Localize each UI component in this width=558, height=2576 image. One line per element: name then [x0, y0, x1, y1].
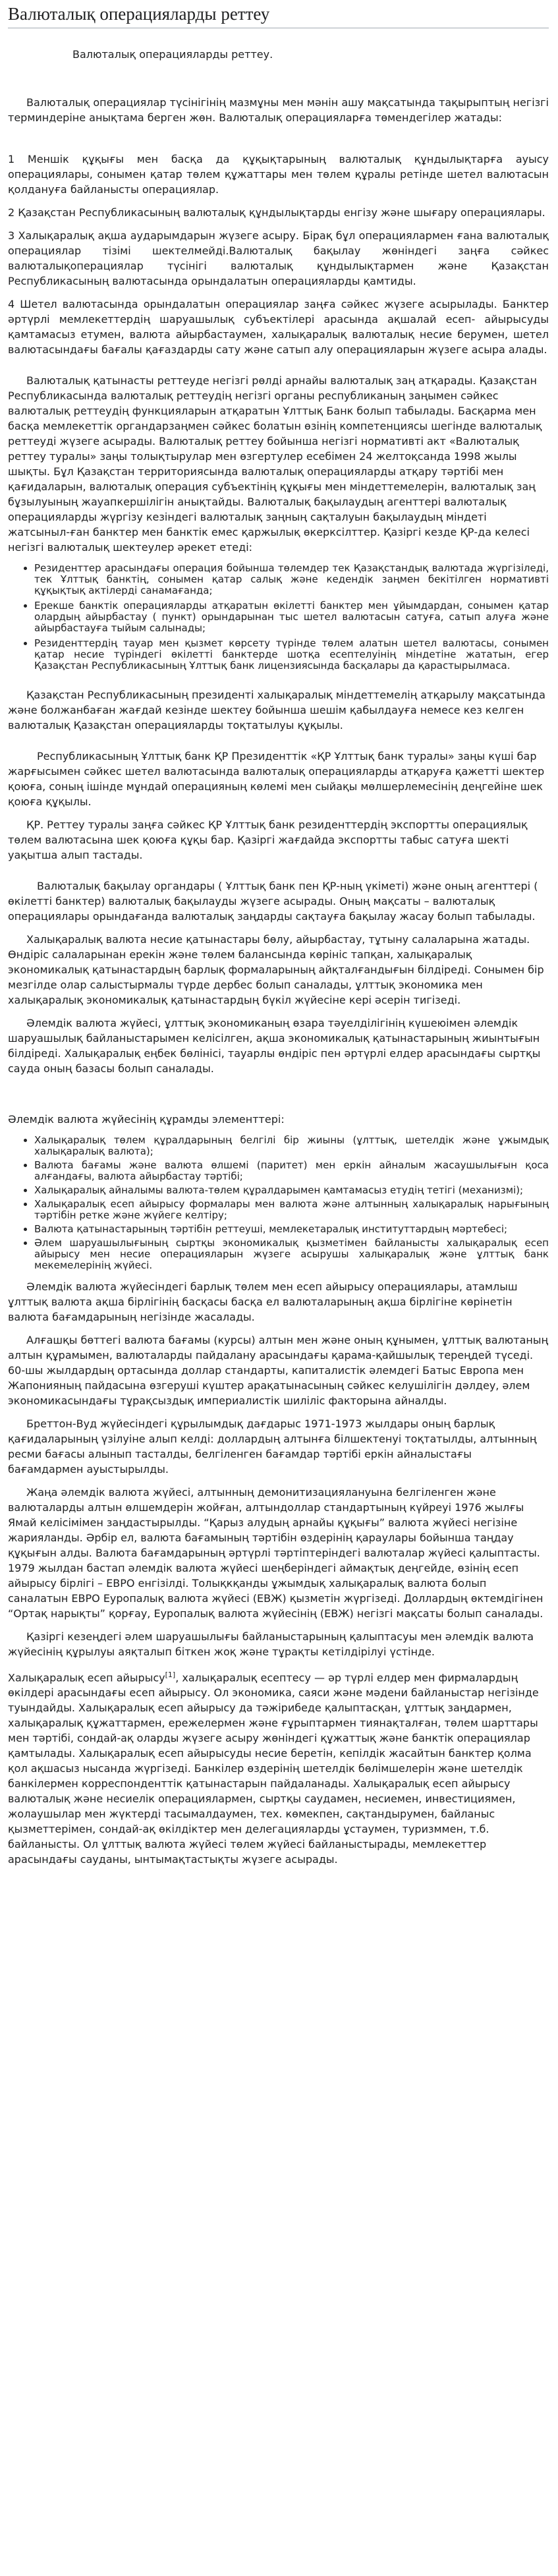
payments-paragraph: Әлемдік валюта жүйесіндегі барлық төлем мен есеп айырысу операциялары, атамлыш ұлттық валюта ақша бірлігінің басқасы басқа ел валюталарының ақша бірлігіне көрінетін валюта бағамдарының негізінде жасалады.	[8, 1280, 518, 1323]
operation-item-3: 3 Халықаралық ақша аударымдарын жүзеге асыру. Бірақ бұл операциялармен ғана валюталық операциялар тізімі шектелмейді.Валюталық бақылау жөніндегі заңға сәйкес валюталықоперациялар түсінігі валюталық құндылықтармен және Қазақстан Республикасының валютасында орындалатын операцияларды қамтиды.	[8, 229, 549, 287]
modern-paragraph: Қазіргі кезеңдегі әлем шаруашылығы байланыстарының қалыптасуы мен әлемдік валюта жүйесінің құрылуы аяқталып біткен жоқ және тұрақты кетілдірілуі үстінде.	[8, 1630, 534, 1658]
element-item-5: • Валюта қатынастарының тәртібін реттеуші, мемлекетаралық институттардың мәртебесі;	[34, 1224, 549, 1235]
standard-paragraph: Алғашқы бөттегі валюта бағамы (курсы) алтын мен және оның құнымен, ұлттық валютаның алтын құрамымен, валюталарды пайдалану арасындағы қарама-қайшылық тереңдей түседі. 60-шы жылдардың ортасында доллар стандарты, капиталистік әлемдегі Батыс Европа мен Жапонияның пайдасына өзгеруші күштер арақатынасының сәйкес келушілігін дәлдеу, әлем экономикасындағы тұрақсыздық империалистік шиліліс факторына айналды.	[8, 1334, 549, 1407]
settlement-paragraph	[8, 1667, 549, 1867]
element-item-2: • Валюта бағамы және валюта өлшемі (паритет) мен еркін айналым жасаушылығын қоса алғандағы, валюта айырбастау тәртібі;	[34, 1160, 549, 1182]
operation-item-1: 1 Меншік құқығы мен басқа да құқықтарының валюталық құндылықтарға ауысу операциялары, сонымен қатар төлем құжаттары мен төлем құралы ретінде шетел валютасын қолдануға байланысты операциялар.	[8, 153, 549, 196]
bretton-woods-paragraph: Бреттон-Вуд жүйесіндегі құрылымдық дағдарыс 1971-1973 жылдары оның барлық қағидаларының үзілуіне алып келді: доллардың алтынға білшектенуі тоқтатылды, алтынның ресми бағасы алынып тасталды, белгіленген бағамдар тәртібі еркін айналыстағы бағамдармен ауыстырылды.	[8, 1417, 537, 1475]
element-item-1: • Халықаралық төлем құралдарының белгілі бір жиыны (ұлттық, шетелдік және ұжымдық халықаралық валюта);	[34, 1135, 549, 1157]
element-item-4: • Халықаралық есеп айырысу формалары мен валюта және алтынның халықаралық нарығының тәртібін ретке және жүйеге келтіру;	[34, 1199, 549, 1221]
regulation-paragraph: Валюталық қатынасты реттеуде негізгі рөлді арнайы валюталық заң атқарады. Қазақстан Республикасында валюталық реттеудің негізгі органы республиканың заңымен сәйкес валюталық реттеудің функцияларын атқаратын Ұлттық Банк болып табылады. Басқарма мен басқа мемлекеттік органдарзаңмен сәйкес болатын өзінің компетенциясы шегінде валюталық реттеуді жүзеге асырады. Валюталық реттеу бойынша негізгі нормативті акт «Валюталық реттеу туралы» заңы толықтырулар мен өзгертулер есебімен 24 желтоқсанда 1998 жылы шықты. Бұл Қазақстан территориясында валюталық операцияларды атқару тәртібі мен қағидаларын, валюталық операция субъектінің құқығы мен міндеттемелерін, валюталық заң бұзылуының жауапкершілігін анықтайды. Валюталық бақылаудың агенттері валюталық операцияларды жүргізу кезіндегі валюталық заңның сақталуын бақылаудың міндеті жатсыныл-ған банктер мен банктік емес қаржылық өкерксілттер. Қазіргі кезде ҚР-да келесі негізгі валюталық шектеулер әрекет етеді:	[8, 374, 542, 554]
national-bank-law-paragraph: Республикасының Ұлттық банк ҚР Президенттік «ҚР Ұлттық банк туралы» заңы күші бар жарғысымен сәйкес шетел валютасында валюталық операцияларды атқаруға қажетті шектер қоюға, соның ішінде мұндай операцияның көлемі мен сыйақы мөлшерлемесінің деңгейіне шек қоюға құқылы.	[8, 750, 545, 808]
restriction-item-1: • Резиденттер арасындағы операция бойынша төлемдер тек Қазақстандық валютада жүргізіледі, тек Ұлттық банктің, сонымен қатар салық және кедендік заңмен бекітілген нормативті құқықтық актілерді санамағанда;	[34, 563, 549, 596]
operation-item-4: 4 Шетел валютасында орындалатын операциялар заңға сәйкес жүзеге асырылады. Банктер әртүрлі мемлекеттердің шаруашылық субъектілері арасында ақшалай есеп- айырысуды қамтамасыз етумен, валюта айырбастаумен, халықаралық валюталық несие берумен, шетел валютасындағы бағалы қағаздарды сату және сатып алу операцияларын жүзеге асыра алады.	[8, 298, 549, 356]
elements-heading: Әлемдік валюта жүйесінің құрамды элементтері:	[8, 1113, 285, 1126]
restriction-item-2: • Ерекше банктік операцияларды атқаратын өкілетті банктер мен ұйымдардан, сонымен қатар олардың айырбастау ( пункт) орындарынан тыс шетел валютасын сатуға, сатып алуға және айырбастауға тыйым салынады;	[34, 600, 549, 634]
restriction-item-3: • Резиденттердің тауар мен қызмет көрсету түрінде төлем алатын шетел валютасы, сонымен қатар несие түріндегі өкілетті банктерде шотқа есептелуінің міндетіне жататын, егер Қазақстан Республикасының Ұлттық банк лицензиясында басқалары да қарастырылмаса.	[34, 638, 549, 672]
page-title: Валюталық операцияларды реттеу	[8, 4, 549, 28]
settlement-term: Халықаралық есеп айырысу	[8, 1671, 165, 1684]
subtitle: Валюталық операцияларды реттеу.	[72, 48, 273, 61]
operation-item-2: 2 Қазақстан Республикасының валюталық құндылықтарды енгізу және шығару операциялары.	[8, 206, 545, 219]
restrictions-list	[8, 563, 549, 672]
world-system-paragraph: Әлемдік валюта жүйесі, ұлттық экономиканың өзара тәуелділігінің күшеюімен әлемдік шаруашылық байланыстарымен келісілген, ақша экономикалық қатынастарының жиынтығын білдіреді. Халықаралық еңбек бөлінісі, тауарлы өндіріс пен әртүрлі елдер арасындағы сыртқы сауда оның базасы болып саналады.	[8, 1017, 541, 1075]
footnote-ref[interactable]: [1]	[165, 1671, 176, 1679]
intro-paragraph: Валюталық операциялар түсінігінің мазмұны мен мәнін ашу мақсатында тақырыптың негізгі терминдеріне анықтама берген жөн. Валюталық операцияларға төмендегілер жатады:	[8, 96, 549, 124]
new-system-paragraph: Жаңа әлемдік валюта жүйесі, алтынның демонитизациялануына белгіленген және валюталарды алтын өлшемдерін жойған, алтындоллар стандартының күйреуі 1976 жылғы Ямай келісімімен заңдастырылды. “Қарыз алудың арнайы құқығы” валюта жүйесі негізіне жарияланды. Әрбір ел, валюта бағамының тәртібін өздерінің қараулары бойынша таңдау құқығын алды. Валюта бағамдарының әртүрлі тәртіптеріндегі валюталар жүйесі қалыптасты. 1979 жылдан бастап әлемдік валюта жүйесі шеңберіндегі аймақтық деңгейде, өзінің есеп айырысу бірлігі – ЕВРО енгізілді. Толықкқанды ұжымдық халықаралық валюта болып саналатын ЕВРО Еуропалық валюта жүйесі (ЕВЖ) қызметін жүргізеді. Доллардың өктемдігінен “Ортақ нарықты” қорғау, Еуропалық валюта жүйесінің (ЕВЖ) негізгі мақсаты болып саналады.	[8, 1486, 544, 1620]
settlement-text: , халықаралық есептесу — әр түрлі елдер мен фирмалардың өкілдері арасындағы есеп айырысу. Ол экономика, саяси және мәдени байланыстар негізінде туындайды. Халықаралық есеп айырысу да тәжірибеде қалыптасқан, ұлттық заңдармен, халықаралық құжаттармен, ережелермен және ғұрыптармен тиянақталған, төлем шарттары мен тәртібі, сондай-ақ оларды жүзеге асыру жөніндегі құжаттық және банктік операциялар қамтылады. Халықаралық есеп айырысуды несие беретін, кепілдік жасайтын банктер қолма қол ақшасыз нысанда жүргізеді. Банкілер өздерінің шетелдік бөлімшелерін және шетелдік банкілермен корреспонденттік қатынастарын пайдаланады. Халықаралық есеп айырысу валюталық және несиелік операциялармен, сыртқы саудамен, несиемен, инвестициямен, жолаушылар мен жүктерді тасымалдаумен, тех. көмекпен, сақтандырумен, байланыс қызметтерімен, сондай-ақ өкілдіктер мен делегацияларды ұстаумен, туризммен, т.б. байланысты. Ол ұлттық валюта жүйесі төлем жүйесі байланыстырады, мемлекеттер арасындағы сауданы, ынтымақтастықты жүзеге асырады.	[8, 1671, 539, 1866]
control-paragraph: Валюталық бақылау органдары ( Ұлттық банк пен ҚР-ның үкіметі) және оның агенттері ( өкілетті банктер) валюталық бақылауды жүзеге асырады. Оның мақсаты – валюталық операциялары орындағанда валюталық заңдарды сақтауға бақылау жасау болып табылады.	[8, 880, 538, 923]
president-paragraph: Қазақстан Республикасының президенті халықаралық міндеттемелің атқарылу мақсатында және болжанбаған жағдай кезінде шектеу бойынша шешім қабылдауға немесе кез келген валюталық Қазақстан операцияларды тоқтатылуы құқылы.	[8, 689, 545, 731]
rules-paragraph: ҚР. Реттеу туралы заңға сәйкес ҚР Ұлттық банк резиденттердің экспортты операциялық төлем валютасына шек қоюға құқы бар. Қазіргі жағдайда экспортты табыс сатуға шекті уақытша алып тастады.	[8, 818, 528, 861]
element-item-6: • Әлем шаруашылығының сыртқы экономикалық қызметімен байланысты халықаралық есеп айырысу мен несие операцияларын жүзеге асырушы халықаралық және ұлттық банк мекемелерінің жүйесі.	[34, 1238, 549, 1271]
elements-list	[8, 1135, 549, 1271]
element-item-3: • Халықаралық айналымы валюта-төлем құралдарымен қамтамасыз етудің тетігі (механизмі);	[34, 1185, 549, 1196]
market-paragraph: Халықаралық валюта несие қатынастары бөлу, айырбастау, тұтыну салаларына жатады. Өндіріс салаларынан ерекін және төлем балансында көрініс тапқан, халықаралық экономикалық қатынастардың барлық формаларының айқталғандығын білдіреді. Сонымен бір мезгілде олар салыстырмалы түрде дербес болып саналады, ұлттық экономика мен халықаралық экономикалық қатынастардың бүкіл жүйесіне кері әсерін тигізеді.	[8, 933, 544, 1006]
